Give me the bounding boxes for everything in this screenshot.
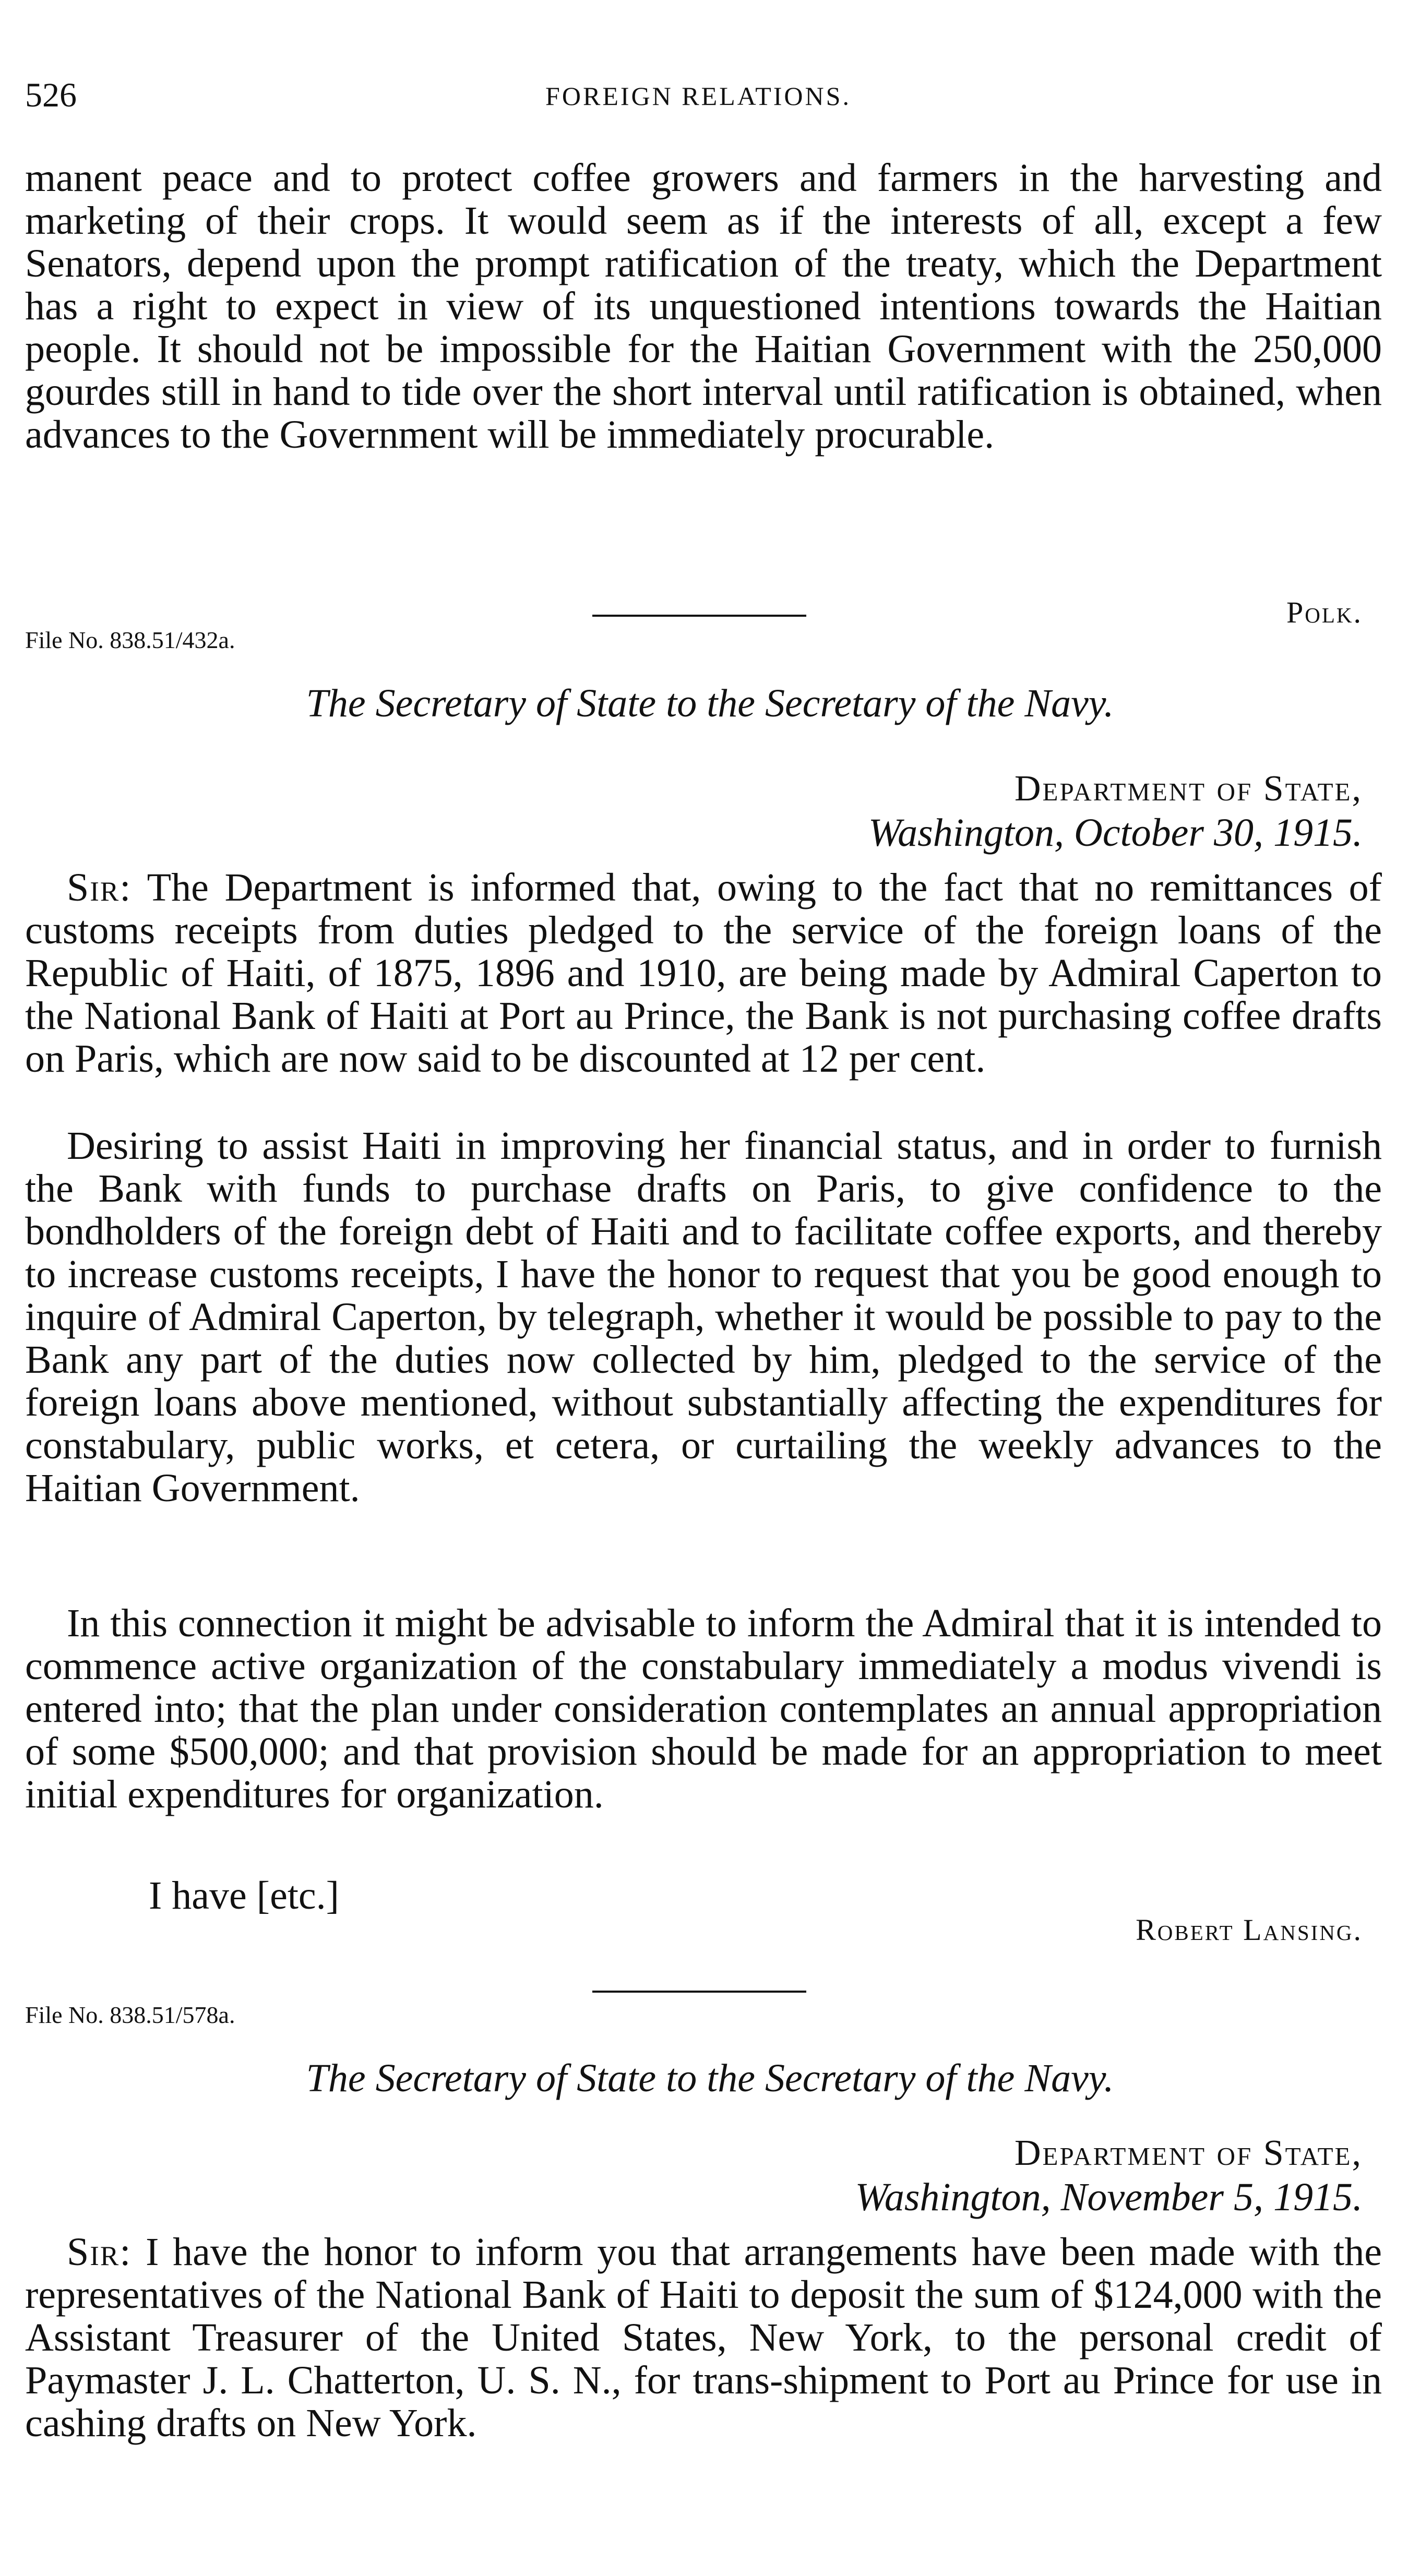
running-head: FOREIGN RELATIONS. bbox=[545, 81, 851, 111]
letter1-closing: I have [etc.] bbox=[149, 1874, 339, 1918]
page-number: 526 bbox=[25, 76, 77, 114]
signature-lansing: Robert Lansing. bbox=[1136, 1913, 1363, 1947]
file-number-1: File No. 838.51/432a. bbox=[25, 627, 235, 653]
file-number-2: File No. 838.51/578a. bbox=[25, 2002, 235, 2028]
dateline-2 bbox=[855, 2131, 1363, 2219]
dateline-1 bbox=[868, 767, 1363, 855]
salutation-2: Sir: bbox=[67, 2230, 132, 2274]
letter1-paragraph1-text: The Department is informed that, owing to the fact that no remittances of customs receipts from duties pledged to the service of the foreign loans of the Republic of Haiti, of 1875, 1896 and 1910, are being made by Admiral Caperton to the National Bank of Haiti at Port au Prince, the Bank is not purchasing coffee drafts on Paris, which are now said to be discounted at 12 per cent. bbox=[25, 866, 1382, 1081]
salutation-1: Sir: bbox=[67, 866, 132, 909]
signature-polk: Polk. bbox=[1286, 595, 1363, 629]
letter1-paragraph2: Desiring to assist Haiti in improving her financial status, and in order to furnish the Bank with funds to purchase drafts on Paris, to give confidence to the bondholders of the foreign debt of Haiti and to facilitate coffee exports, and thereby to increase customs receipts, I have the honor to request that you be good enough to inquire of Admiral Caperton, by telegraph, whether it would be possible to pay to the Bank any part of the duties now collected by him, pledged to the service of the foreign loans above mentioned, without substantially affecting the expenditures for constabulary, public works, et cetera, or curtailing the weekly advances to the Haitian Government. bbox=[25, 1124, 1382, 1510]
document-title-2: The Secretary of State to the Secretary of the Navy. bbox=[306, 2056, 1114, 2100]
section-divider-1 bbox=[592, 615, 806, 617]
letter2-paragraph1 bbox=[25, 2231, 1382, 2445]
letter1-paragraph1 bbox=[25, 866, 1382, 1080]
continued-paragraph: manent peace and to protect coffee growers and farmers in the harvesting and marketing of their crops. It would seem as if the interests of all, except a few Senators, depend upon the prompt ratification of the treaty, which the Department has a right to expect in view of its unquestioned intentions towards the Haitian people. It should not be impossible for the Haitian Government with the 250,000 gourdes still in hand to tide over the short interval until ratification is obtained, when advances to the Government will be immediately procurable. bbox=[25, 156, 1382, 457]
place-date-2: Washington, November 5, 1915. bbox=[855, 2175, 1363, 2219]
document-title-1: The Secretary of State to the Secretary of the Navy. bbox=[306, 681, 1114, 725]
place-date-1: Washington, October 30, 1915. bbox=[868, 811, 1363, 855]
department-heading-1: Department of State, bbox=[1014, 769, 1363, 809]
letter1-paragraph3: In this connection it might be advisable to inform the Admiral that it is intended to commence active organization of the constabulary immediately a modus vivendi is entered into; that the plan under consideration contemplates an annual appropriation of some $500,000; and that provision should be made for an appropriation to meet initial expenditures for organization. bbox=[25, 1601, 1382, 1816]
section-divider-2 bbox=[592, 1991, 806, 1993]
department-heading-2: Department of State, bbox=[1014, 2133, 1363, 2173]
page-header bbox=[25, 76, 1371, 123]
letter2-paragraph1-text: I have the honor to inform you that arrangements have been made with the representatives of the National Bank of Haiti to deposit the sum of $124,000 with the Assistant Treasurer of the United States, New York, to the personal credit of Paymaster J. L. Chatterton, U. S. N., for trans-shipment to Port au Prince for use in cashing drafts on New York. bbox=[25, 2230, 1382, 2445]
